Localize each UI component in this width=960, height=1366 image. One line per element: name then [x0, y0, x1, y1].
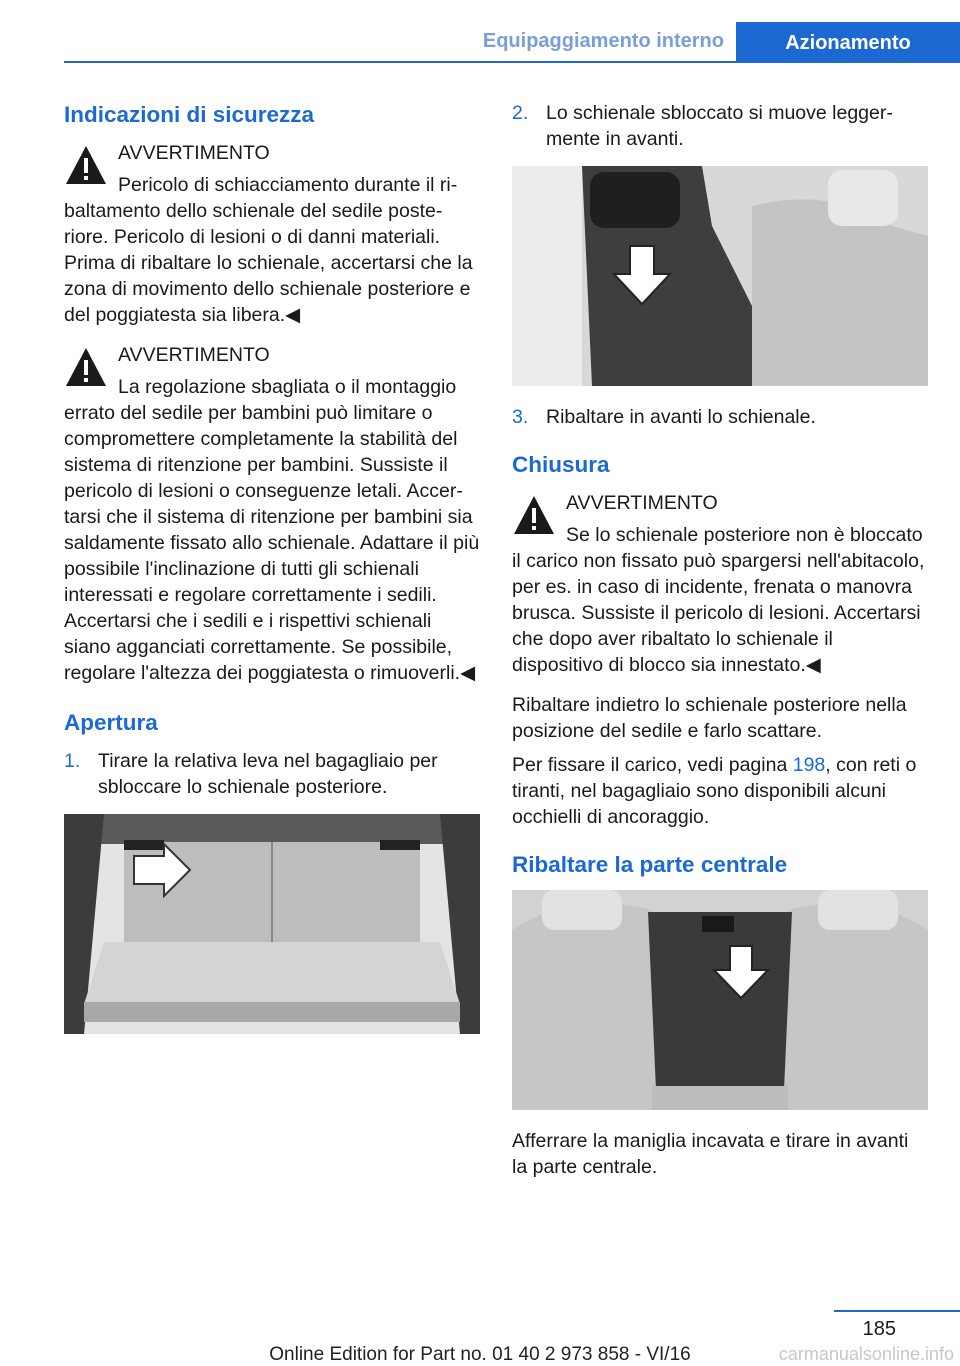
right-column	[512, 100, 928, 1188]
warning-block	[64, 140, 480, 328]
step-text: Ribaltare in avanti lo schienale.	[546, 406, 816, 428]
paragraph-text: , con reti o tiranti, nel bagagliaio sono disponibili alcuni occhielli di ancoraggio.	[512, 754, 917, 828]
warning-block	[64, 342, 480, 686]
center-section-photo	[512, 890, 928, 1110]
step-item	[512, 100, 928, 152]
opening-heading: Apertura	[64, 710, 158, 735]
closing-heading: Chiusura	[512, 452, 610, 477]
page-number: 185	[862, 1318, 896, 1340]
warning-title: AVVERTIMENTO	[118, 142, 270, 164]
warning-icon	[64, 144, 108, 186]
step-number: 2.	[512, 102, 529, 124]
instruction-paragraph	[512, 752, 928, 830]
header-rule	[64, 61, 960, 63]
seatback-photo	[512, 166, 928, 386]
safety-heading: Indicazioni di sicurezza	[64, 102, 315, 127]
step-text: Tirare la relativa leva nel bagagliaio per sbloccare lo schienale posteriore.	[98, 750, 438, 798]
footer-rule	[834, 1310, 960, 1312]
step-item	[512, 404, 928, 430]
warning-title: AVVERTIMENTO	[118, 344, 270, 366]
paragraph-text: Per fissare il carico, vedi pagina	[512, 754, 793, 776]
center-section-heading: Ribaltare la parte centrale	[512, 852, 788, 877]
step-number: 1.	[64, 750, 81, 772]
watermark: carmanualsonline.info	[778, 1344, 954, 1364]
warning-text: La regolazione sbagliata o il montaggio errato del sedile per bambini può limitare o compromettere completamente la stabilità del sistema di ritenzione per bambini. Sussiste il pericolo di lesioni o conseguenze letali. Accertarsi che il sistema di ritenzione per bambini sia saldamente fissato allo schienale. Adattare il più possibile l'inclinazione di tutti gli schienali interessati e regolare correttamente i sedili. Accertarsi che i sedili e i rispettivi schienali siano agganciati correttamente. Se possibile, regolare l'altezza dei poggiatesta o rimuoverli.◀	[64, 376, 480, 684]
edition-text: Online Edition for Part no. 01 40 2 973 858 - VI/16	[269, 1344, 691, 1365]
left-column	[64, 100, 480, 1052]
warning-block	[512, 490, 928, 678]
step-item	[64, 748, 480, 800]
warning-title: AVVERTIMENTO	[566, 492, 718, 514]
warning-text: Se lo schienale posteriore non è bloccato il carico non fissato può spargersi nell'abitacolo, per es. in caso di incidente, frenata o manovra brusca. Sussiste il pericolo di lesioni. Accertarsi che dopo aver ribaltato lo schienale il dispositivo di blocco sia innestato.◀	[512, 524, 925, 676]
chapter-tab[interactable]: Azionamento	[736, 22, 960, 62]
warning-text: Pericolo di schiacciamento durante il ribaltamento dello schienale del sedile posteriore. Pericolo di lesioni o di danni materiali. Prima di ribaltare lo schienale, accertarsi che la zona di movimento dello schienale posteriore e del poggiatesta sia libera.◀	[64, 174, 473, 326]
warning-icon	[64, 346, 108, 388]
instruction-paragraph: Ribaltare indietro lo schienale posteriore nella posizione del sedile e farlo scattare.	[512, 694, 907, 742]
page-link[interactable]: 198	[792, 754, 826, 776]
step-number: 3.	[512, 406, 529, 428]
section-title[interactable]: Equipaggiamento interno	[482, 30, 724, 52]
step-text: Lo schienale sbloccato si muove leggermente in avanti.	[546, 102, 893, 150]
page-header	[0, 0, 960, 64]
trunk-photo	[64, 814, 480, 1034]
instruction-paragraph: Afferrare la maniglia incavata e tirare in avanti la parte centrale.	[512, 1130, 909, 1178]
warning-icon	[512, 494, 556, 536]
